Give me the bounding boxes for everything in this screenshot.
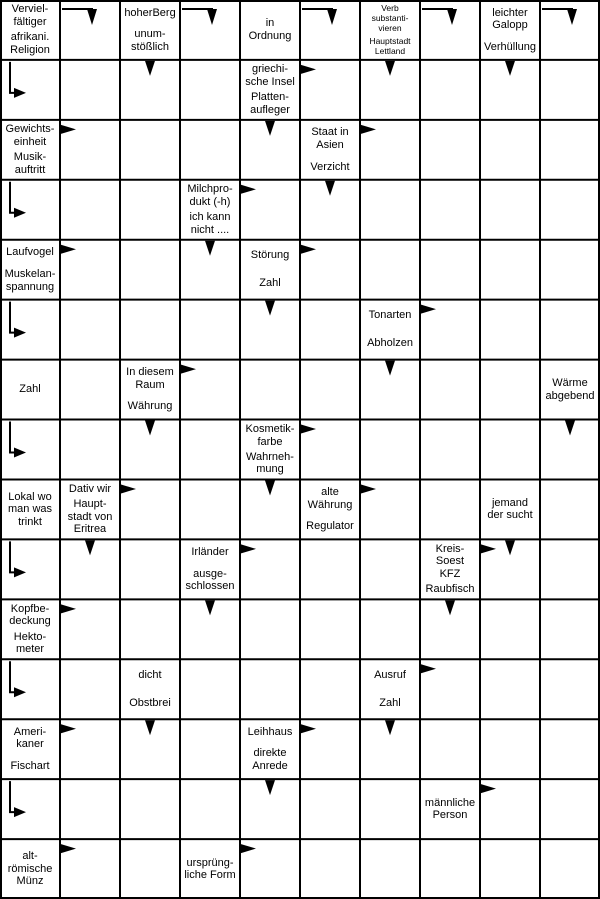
answer-cell[interactable]: [120, 60, 180, 120]
answer-cell[interactable]: [0, 300, 60, 360]
clue-cell: [120, 659, 180, 719]
answer-cell[interactable]: [540, 420, 600, 480]
answer-cell[interactable]: [120, 779, 180, 839]
clue-text: ich kann nicht ....: [189, 211, 231, 236]
answer-cell[interactable]: [420, 420, 480, 480]
clue-text: in Ordnung: [248, 17, 292, 42]
clue-cell: [240, 719, 300, 779]
answer-cell[interactable]: [60, 300, 120, 360]
answer-cell[interactable]: [540, 60, 600, 120]
answer-cell[interactable]: [480, 300, 540, 360]
answer-cell[interactable]: [180, 659, 240, 719]
clue-text: leichter Galopp: [492, 6, 528, 32]
clue-text: alte Währung: [307, 486, 353, 511]
clue-text: Platten- aufleger: [250, 91, 290, 116]
clue-text: Störung: [250, 249, 290, 262]
answer-cell[interactable]: [60, 779, 120, 839]
answer-cell[interactable]: [120, 539, 180, 599]
answer-cell[interactable]: [60, 60, 120, 120]
clue-text: Milchpro- dukt (-h): [187, 183, 233, 208]
answer-cell[interactable]: [180, 120, 240, 180]
answer-cell[interactable]: [120, 120, 180, 180]
clue-cell: [180, 839, 240, 899]
answer-cell[interactable]: [420, 240, 480, 300]
clue-cell: [0, 360, 60, 420]
answer-cell[interactable]: [120, 180, 180, 240]
clue-text: Zahl: [379, 696, 401, 709]
answer-cell[interactable]: [300, 180, 360, 240]
answer-cell[interactable]: [0, 180, 60, 240]
answer-cell[interactable]: [60, 360, 120, 420]
clue-cell: [300, 479, 360, 539]
answer-cell[interactable]: [300, 719, 360, 779]
answer-cell[interactable]: [180, 599, 240, 659]
answer-cell[interactable]: [480, 659, 540, 719]
answer-cell[interactable]: [180, 360, 240, 420]
clue-cell: [0, 120, 60, 180]
clue-cell: [480, 479, 540, 539]
clue-text: ursprüng- liche Form: [184, 856, 236, 882]
clue-text: Fischart: [10, 759, 50, 772]
answer-cell[interactable]: [120, 719, 180, 779]
answer-cell[interactable]: [480, 180, 540, 240]
clue-text: Verviel- fältiger: [11, 3, 49, 28]
answer-cell[interactable]: [0, 659, 60, 719]
answer-cell[interactable]: [180, 60, 240, 120]
answer-cell[interactable]: [60, 539, 120, 599]
answer-cell[interactable]: [60, 120, 120, 180]
answer-cell[interactable]: [0, 539, 60, 599]
answer-cell[interactable]: [420, 60, 480, 120]
clue-cell: [480, 0, 540, 60]
clue-text: direkte Anrede: [252, 747, 288, 772]
clue-text: Kopfbe- deckung: [9, 602, 51, 628]
answer-cell[interactable]: [360, 240, 420, 300]
clue-text: Musik- auftritt: [13, 151, 47, 176]
answer-cell[interactable]: [420, 479, 480, 539]
clue-text: Verb substanti- vieren: [371, 3, 409, 34]
answer-cell[interactable]: [60, 420, 120, 480]
clue-text: Raubfisch: [425, 583, 475, 596]
answer-cell[interactable]: [540, 659, 600, 719]
clue-text: Ausruf: [374, 668, 406, 681]
clue-text: unum- stößlich: [131, 28, 169, 53]
clue-text: Kreis- Soest KFZ: [435, 542, 465, 580]
answer-cell[interactable]: [300, 240, 360, 300]
answer-cell[interactable]: [180, 420, 240, 480]
clue-text: Hekto- meter: [13, 630, 47, 656]
answer-cell[interactable]: [60, 0, 120, 60]
answer-cell[interactable]: [0, 779, 60, 839]
answer-cell[interactable]: [360, 719, 420, 779]
answer-cell[interactable]: [0, 60, 60, 120]
answer-cell[interactable]: [480, 240, 540, 300]
clue-cell: [0, 719, 60, 779]
answer-cell[interactable]: [300, 360, 360, 420]
clue-text: griechi- sche Insel: [245, 63, 295, 88]
answer-cell[interactable]: [480, 779, 540, 839]
answer-cell[interactable]: [480, 60, 540, 120]
answer-cell[interactable]: [60, 839, 120, 899]
clue-text: Abholzen: [367, 337, 413, 350]
answer-cell[interactable]: [540, 839, 600, 899]
clue-cell: [540, 360, 600, 420]
clue-cell: [0, 839, 60, 899]
clue-cell: [240, 0, 300, 60]
answer-cell[interactable]: [420, 599, 480, 659]
answer-cell[interactable]: [180, 719, 240, 779]
answer-cell[interactable]: [480, 539, 540, 599]
clue-text: männliche Person: [424, 796, 476, 822]
clue-text: Währung: [127, 400, 173, 413]
answer-cell[interactable]: [0, 420, 60, 480]
answer-cell[interactable]: [120, 240, 180, 300]
clue-text: Obstbrei: [129, 696, 171, 709]
answer-cell[interactable]: [300, 300, 360, 360]
answer-cell[interactable]: [360, 120, 420, 180]
clue-cell: [180, 180, 240, 240]
clue-cell: [0, 240, 60, 300]
answer-cell[interactable]: [540, 120, 600, 180]
clue-cell: [360, 300, 420, 360]
answer-cell[interactable]: [60, 240, 120, 300]
clue-text: Verzicht: [310, 160, 350, 173]
answer-cell[interactable]: [540, 479, 600, 539]
clue-text: Kosmetik- farbe: [245, 423, 295, 448]
answer-cell[interactable]: [480, 599, 540, 659]
answer-cell[interactable]: [240, 479, 300, 539]
answer-cell[interactable]: [180, 0, 240, 60]
answer-cell[interactable]: [120, 599, 180, 659]
clue-text: Lokal wo man was trinkt: [7, 490, 53, 528]
answer-cell[interactable]: [300, 659, 360, 719]
answer-cell[interactable]: [360, 839, 420, 899]
clue-text: Dativ wir: [68, 482, 112, 495]
answer-cell[interactable]: [240, 539, 300, 599]
clue-cell: [420, 779, 480, 839]
clue-text: In diesem Raum: [126, 366, 174, 391]
answer-cell[interactable]: [420, 120, 480, 180]
answer-cell[interactable]: [180, 479, 240, 539]
answer-cell[interactable]: [420, 719, 480, 779]
answer-cell[interactable]: [540, 599, 600, 659]
answer-cell[interactable]: [540, 779, 600, 839]
answer-cell[interactable]: [240, 120, 300, 180]
clue-text: Zahl: [259, 277, 281, 290]
answer-cell[interactable]: [540, 539, 600, 599]
answer-cell[interactable]: [480, 120, 540, 180]
answer-cell[interactable]: [540, 719, 600, 779]
answer-cell[interactable]: [180, 779, 240, 839]
answer-cell[interactable]: [120, 300, 180, 360]
answer-cell[interactable]: [540, 180, 600, 240]
clue-cell: [120, 0, 180, 60]
answer-cell[interactable]: [60, 599, 120, 659]
answer-cell[interactable]: [360, 360, 420, 420]
answer-cell[interactable]: [540, 300, 600, 360]
clue-text: Hauptstadt Lettland: [369, 36, 411, 57]
clue-cell: [0, 479, 60, 539]
answer-cell[interactable]: [360, 180, 420, 240]
answer-cell[interactable]: [240, 839, 300, 899]
clue-cell: [360, 0, 420, 60]
answer-cell[interactable]: [180, 300, 240, 360]
clue-text: Muskelan- spannung: [4, 268, 56, 293]
clue-cell: [360, 659, 420, 719]
clue-text: Verhüllung: [484, 40, 536, 53]
answer-cell[interactable]: [420, 839, 480, 899]
clue-cell: [240, 240, 300, 300]
clue-cell: [420, 539, 480, 599]
answer-cell[interactable]: [300, 779, 360, 839]
answer-cell[interactable]: [420, 180, 480, 240]
answer-cell[interactable]: [540, 0, 600, 60]
clue-text: Laufvogel: [6, 246, 54, 259]
clue-cell: [0, 599, 60, 659]
answer-cell[interactable]: [360, 420, 420, 480]
answer-cell[interactable]: [480, 719, 540, 779]
answer-cell[interactable]: [60, 719, 120, 779]
answer-cell[interactable]: [540, 240, 600, 300]
clue-text: Wärme abgebend: [545, 377, 595, 402]
clue-text: Staat in Asien: [311, 126, 349, 151]
answer-cell[interactable]: [360, 479, 420, 539]
clue-cell: [0, 0, 60, 60]
answer-cell[interactable]: [360, 539, 420, 599]
answer-cell[interactable]: [420, 659, 480, 719]
answer-cell[interactable]: [480, 839, 540, 899]
answer-cell[interactable]: [120, 420, 180, 480]
answer-cell[interactable]: [120, 479, 180, 539]
answer-cell[interactable]: [240, 360, 300, 420]
answer-cell[interactable]: [240, 659, 300, 719]
clue-text: Ameri- kaner: [13, 725, 47, 751]
clue-text: Leihhaus: [247, 725, 293, 738]
clue-text: Haupt- stadt von Eritrea: [67, 498, 113, 536]
answer-cell[interactable]: [240, 779, 300, 839]
answer-cell[interactable]: [180, 240, 240, 300]
answer-cell[interactable]: [300, 60, 360, 120]
clue-text: alt- römische Münz: [7, 850, 53, 888]
clue-cell: [120, 360, 180, 420]
clue-cell: [300, 120, 360, 180]
answer-cell[interactable]: [360, 599, 420, 659]
answer-cell[interactable]: [240, 599, 300, 659]
clue-text: dicht: [138, 668, 162, 681]
clue-text: Zahl: [19, 383, 41, 396]
answer-cell[interactable]: [480, 420, 540, 480]
answer-cell[interactable]: [240, 180, 300, 240]
answer-cell[interactable]: [300, 0, 360, 60]
clue-text: hoherBerg: [124, 6, 176, 19]
clue-cell: [60, 479, 120, 539]
answer-cell[interactable]: [60, 180, 120, 240]
answer-cell[interactable]: [360, 779, 420, 839]
clue-text: Gewichts- einheit: [5, 123, 55, 148]
clue-text: ausge- schlossen: [185, 567, 235, 593]
answer-cell[interactable]: [420, 360, 480, 420]
answer-cell[interactable]: [480, 360, 540, 420]
answer-cell[interactable]: [420, 0, 480, 60]
answer-cell[interactable]: [360, 60, 420, 120]
answer-cell[interactable]: [300, 420, 360, 480]
answer-cell[interactable]: [60, 659, 120, 719]
clue-text: Regulator: [306, 520, 354, 533]
answer-cell[interactable]: [300, 599, 360, 659]
clue-cell: [240, 420, 300, 480]
clue-text: Wahrneh- mung: [246, 450, 294, 476]
answer-cell[interactable]: [240, 300, 300, 360]
clue-cell: [180, 539, 240, 599]
answer-cell[interactable]: [300, 539, 360, 599]
clue-text: afrikani. Religion: [10, 31, 50, 56]
clue-text: Tonarten: [368, 309, 412, 322]
clue-text: Irländer: [191, 545, 229, 558]
clue-cell: [240, 60, 300, 120]
answer-cell[interactable]: [120, 839, 180, 899]
answer-cell[interactable]: [300, 839, 360, 899]
clue-text: jemand der sucht: [487, 496, 533, 522]
answer-cell[interactable]: [420, 300, 480, 360]
